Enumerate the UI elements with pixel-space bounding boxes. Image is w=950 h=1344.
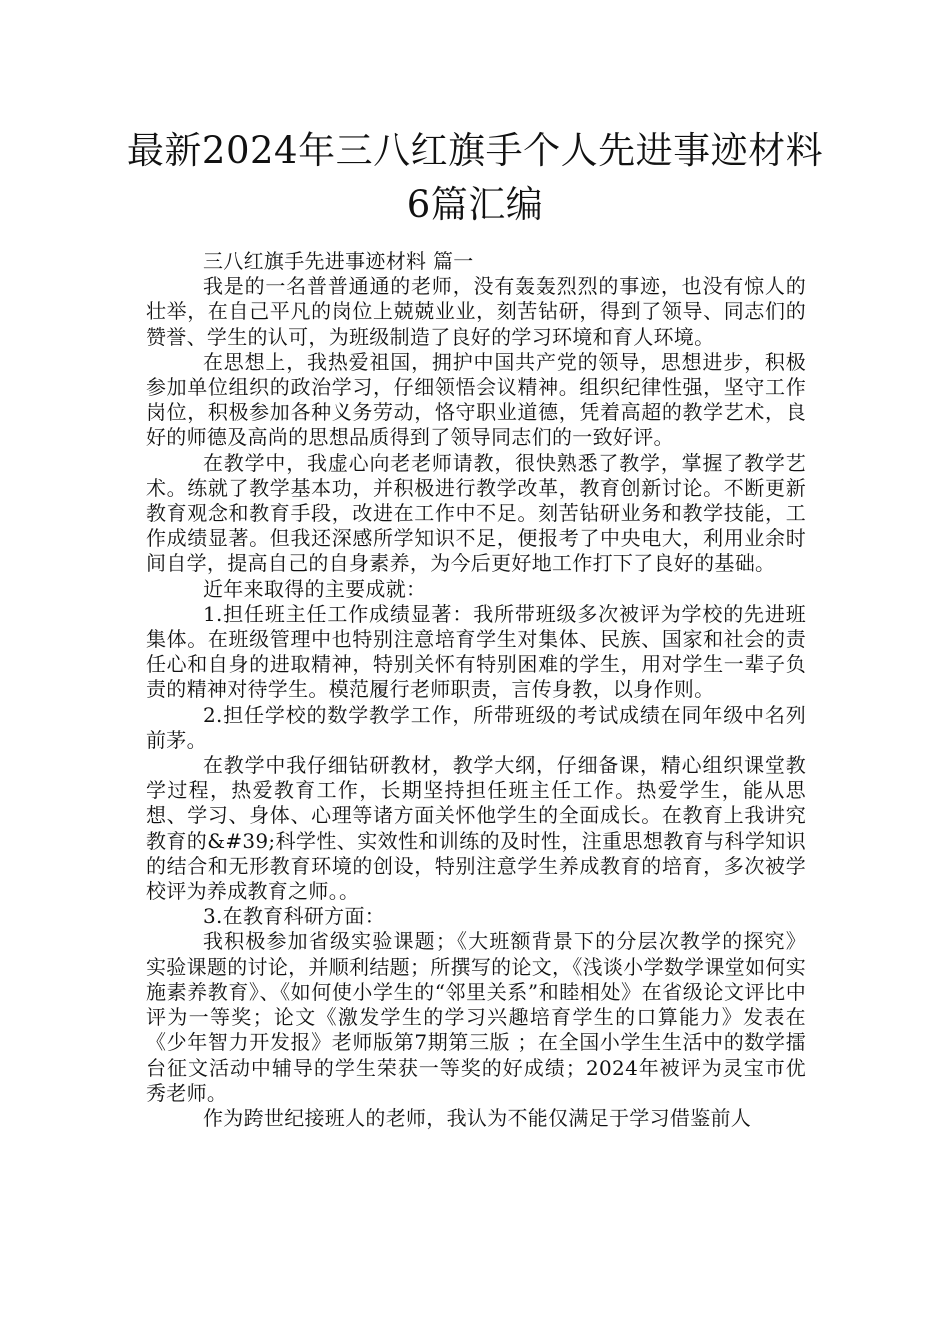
paragraph: 我积极参加省级实验课题；《大班额背景下的分层次教学的探究》 实验课题的讨论，并顺利结题；所撰写的论文，《浅谈小学数学课堂如何实施素养教育》、《如何使小学生的“邻里关系”和睦相处》在省级论文评比中评为一等奖；论文《激发学生的学习兴趣培育学生的口算能力》发表在《少年智力开发报》老师版第7期第三版 ；在全国小学生生活中的数学擂台征文活动中辅导的学生荣获一等奖的好成绩；2024年被评为灵宝市优秀老师。 <box>146 929 806 1105</box>
paragraph: 我是的一名普普通通的老师，没有轰轰烈烈的事迹，也没有惊人的壮举，在自己平凡的岗位上兢兢业业，刻苦钻研，得到了领导、同志们的赞誉、学生的认可，为班级制造了良好的学习环境和育人环境。 <box>146 274 806 349</box>
paragraph: 在思想上，我热爱祖国，拥护中国共产党的领导，思想进步，积极参加单位组织的政治学习，仔细领悟会议精神。组织纪律性强，坚守工作岗位，积极参加各种义务劳动，恪守职业道德，凭着高超的教学艺术，良好的师德及高尚的思想品质得到了领导同志们的一致好评。 <box>146 349 806 450</box>
paragraph: 3.在教育科研方面： <box>203 904 386 929</box>
section-heading: 三八红旗手先进事迹材料 篇一 <box>203 249 474 273</box>
document-body <box>146 249 806 1131</box>
title-line-2: 6篇汇编 <box>406 183 544 226</box>
paragraph: 在教学中，我虚心向老老师请教，很快熟悉了教学，掌握了教学艺术。练就了教学基本功，并积极进行教学改革，教育创新讨论。不断更新教育观念和教育手段，改进在工作中不足。刻苦钻研业务和教学技能，工作成绩显著。但我还深感所学知识不足，便报考了中央电大，利用业余时间自学，提高自己的自身素养，为今后更好地工作打下了良好的基础。 <box>146 450 806 576</box>
document-title <box>100 124 850 232</box>
paragraph: 2.担任学校的数学教学工作，所带班级的考试成绩在同年级中名列前茅。 <box>146 702 806 752</box>
paragraph: 作为跨世纪接班人的老师，我认为不能仅满足于学习借鉴前人 <box>203 1105 752 1130</box>
paragraph: 1.担任班主任工作成绩显著：我所带班级多次被评为学校的先进班集体。在班级管理中也特别注意培育学生对集体、民族、国家和社会的责任心和自身的进取精神，特别关怀有特别困难的学生，用对学生一辈子负责的精神对待学生。模范履行老师职责，言传身教，以身作则。 <box>146 601 806 702</box>
title-line-1: 最新2024年三八红旗手个人先进事迹材料 <box>126 129 824 172</box>
paragraph: 在教学中我仔细钻研教材，教学大纲，仔细备课，精心组织课堂教学过程，热爱教育工作，长期坚持担任班主任工作。热爱学生，能从思想、学习、身体、心理等诸方面关怀他学生的全面成长。在教育上我讲究教育的&#39;科学性、实效性和训练的及时性，注重思想教育与科学知识的结合和无形教育环境的创设，特别注意学生养成教育的培育，多次被学校评为养成教育之师。。 <box>146 753 806 904</box>
paragraph: 近年来取得的主要成就： <box>203 576 427 601</box>
